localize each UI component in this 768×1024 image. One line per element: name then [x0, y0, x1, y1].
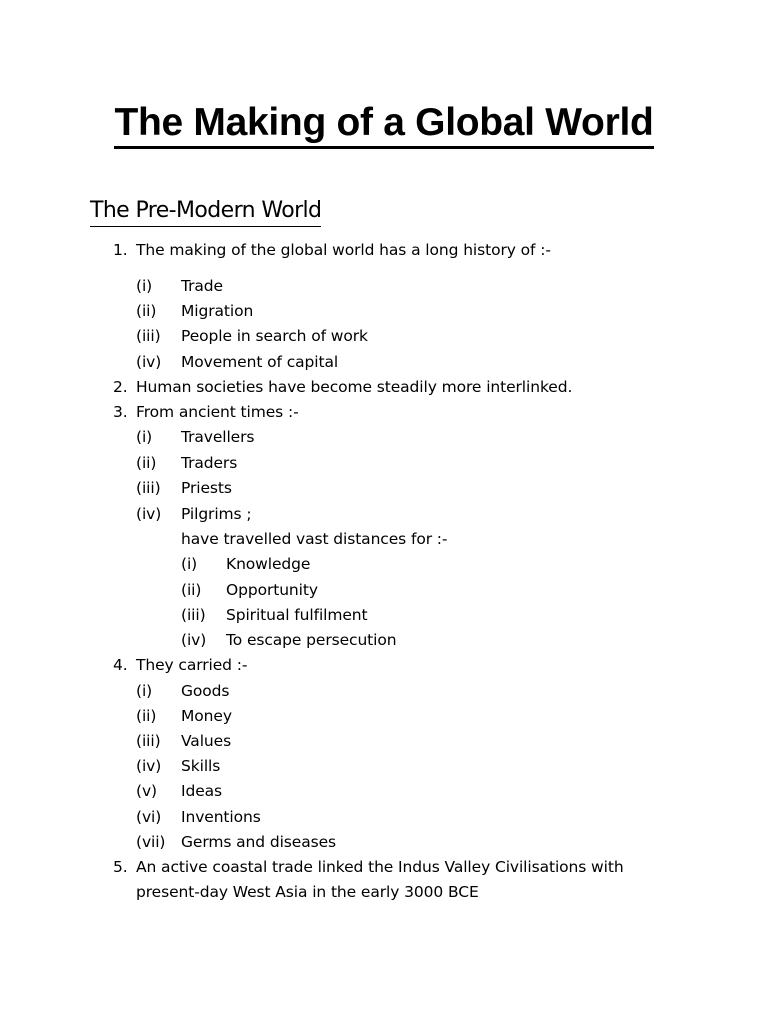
nested-item-text: Opportunity — [226, 581, 318, 599]
subitem-label: (ii) — [136, 454, 157, 472]
subitem-text: Goods — [181, 682, 230, 700]
subitem-text: Trade — [181, 277, 223, 295]
subitem-text: Inventions — [181, 808, 261, 826]
subitem-text: Skills — [181, 757, 221, 775]
subitem-label: (iv) — [136, 505, 162, 523]
nested-item-text: Spiritual fulfilment — [226, 606, 368, 624]
subitem-label: (i) — [136, 682, 153, 700]
section-heading: The Pre-Modern World — [90, 196, 321, 227]
nested-item-label: (iv) — [181, 631, 207, 649]
document-title-text: The Making of a Global World — [114, 101, 653, 149]
point-number: 5. — [113, 858, 128, 876]
nested-item-text: To escape persecution — [226, 631, 397, 649]
subitem-label: (iii) — [136, 479, 161, 497]
point-number: 1. — [113, 241, 128, 259]
point-text: From ancient times :- — [136, 403, 299, 421]
point-number: 3. — [113, 403, 128, 421]
subitem-label: (ii) — [136, 707, 157, 725]
subitem-text: People in search of work — [181, 327, 368, 345]
subitem-text: Priests — [181, 479, 232, 497]
subitem-text: Traders — [181, 454, 238, 472]
subitem-text: Germs and diseases — [181, 833, 336, 851]
nested-item-label: (ii) — [181, 581, 202, 599]
point-text: They carried :- — [136, 656, 248, 674]
subitem-label: (ii) — [136, 302, 157, 320]
subitem-label: (vi) — [136, 808, 162, 826]
subitem-text: Values — [181, 732, 232, 750]
point-text: An active coastal trade linked the Indus Valley Civilisations with — [136, 858, 624, 876]
nested-item-text: Knowledge — [226, 555, 311, 573]
subitem-label: (i) — [136, 428, 153, 446]
subitem-label: (iv) — [136, 353, 162, 371]
point-number: 2. — [113, 378, 128, 396]
point-text: The making of the global world has a long history of :- — [136, 241, 551, 259]
subitem-label: (iii) — [136, 732, 161, 750]
subitem-label: (iv) — [136, 757, 162, 775]
subitem-label: (v) — [136, 782, 157, 800]
nested-item-label: (i) — [181, 555, 198, 573]
point-number: 4. — [113, 656, 128, 674]
point-text-continued: present-day West Asia in the early 3000 BCE — [136, 883, 479, 901]
subitem-label: (iii) — [136, 327, 161, 345]
subitem-text: Ideas — [181, 782, 223, 800]
subitem-text: Movement of capital — [181, 353, 339, 371]
document-title — [0, 98, 768, 149]
nested-item-label: (iii) — [181, 606, 206, 624]
continuation-text: have travelled vast distances for :- — [181, 530, 448, 548]
subitem-text: Pilgrims ; — [181, 505, 252, 523]
subitem-text: Money — [181, 707, 232, 725]
subitem-text: Travellers — [181, 428, 255, 446]
subitem-label: (vii) — [136, 833, 166, 851]
subitem-label: (i) — [136, 277, 153, 295]
subitem-text: Migration — [181, 302, 254, 320]
point-text: Human societies have become steadily more interlinked. — [136, 378, 573, 396]
